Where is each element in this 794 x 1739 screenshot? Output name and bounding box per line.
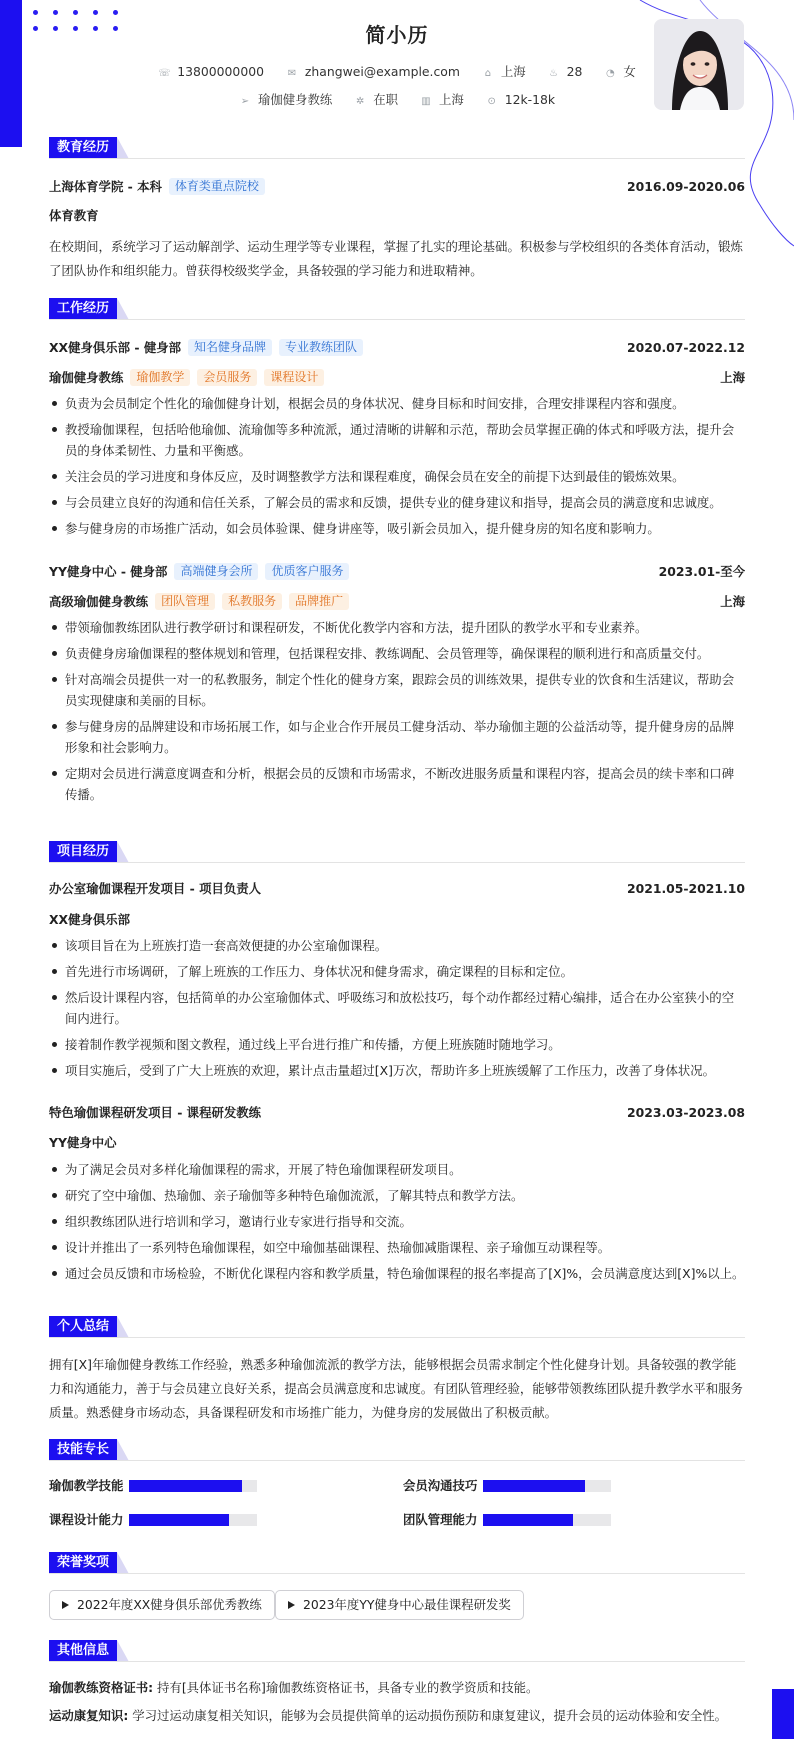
age-item	[548, 64, 583, 79]
salary-text: 12k-18k	[504, 92, 556, 107]
project-head-row	[49, 879, 745, 899]
role-name: 高级瑜伽健身教练	[49, 594, 149, 609]
project-bullets	[49, 935, 745, 1086]
project-date: 2021.05-2021.10	[626, 881, 745, 896]
list-item: 针对高端会员提供一对一的私教服务，制定个性化的健身方案，跟踪会员的训练效果，提供专业的饮食和生活建议，帮助会员实现健康和美丽的目标。	[49, 669, 745, 711]
skill-item	[403, 1510, 733, 1530]
projects-section	[49, 841, 745, 1281]
company-badge: 知名健身品牌	[188, 339, 272, 356]
school-badge: 体育类重点院校	[169, 178, 265, 195]
list-item: 参与健身房的品牌建设和市场拓展工作，如与企业合作开展员工健身活动、举办瑜伽主题的公益活动等，提升健身房的品牌形象和社会影响力。	[49, 716, 745, 758]
list-item: 然后设计课程内容，包括简单的办公室瑜伽体式、呼吸练习和放松技巧，每个动作都经过精心编排，适合在办公室狭小的空间内进行。	[49, 987, 745, 1029]
skill-track	[483, 1514, 611, 1526]
role-badge: 瑜伽教学	[130, 369, 190, 386]
other-text: 学习过运动康复相关知识，能够为会员提供简单的运动损伤预防和康复建议，提升会员的运动体验和安全性。	[132, 1708, 728, 1723]
major-name: 体育教育	[49, 208, 99, 223]
list-item: 带领瑜伽教练团队进行教学研讨和课程研发，不断优化教学内容和方法，提升团队的教学水平和专业素养。	[49, 617, 745, 638]
award-item	[49, 1590, 275, 1620]
work-section	[49, 298, 745, 802]
job-city: 上海	[720, 370, 745, 385]
skill-item	[49, 1476, 379, 1496]
education-description: 在校期间，系统学习了运动解剖学、运动生理学等专业课程，掌握了扎实的理论基础。积极参与学校组织的各类体育活动，锻炼了团队协作和组织能力。曾获得校级奖学金，具备较强的学习能力和进取精神。	[49, 239, 743, 278]
list-item: 设计并推出了一系列特色瑜伽课程，如空中瑜伽基础课程、热瑜伽减脂课程、亲子瑜伽互动课程等。	[49, 1237, 745, 1258]
role-badge: 会员服务	[197, 369, 257, 386]
skill-item	[403, 1476, 733, 1496]
project-bullets	[49, 1159, 745, 1289]
age-text: 28	[566, 64, 583, 79]
list-item: 首先进行市场调研，了解上班族的工作压力、身体状况和健身需求，确定课程的目标和定位。	[49, 961, 745, 982]
phone-item	[158, 64, 264, 79]
skills-section	[49, 1439, 745, 1527]
skill-name: 瑜伽教学技能	[49, 1478, 124, 1493]
company-badge: 高端健身会所	[174, 563, 258, 580]
section-title	[49, 1316, 745, 1338]
job-role-row	[49, 592, 745, 612]
section-title-text: 工作经历	[49, 298, 117, 320]
awards-section	[49, 1552, 745, 1612]
skill-track	[129, 1514, 257, 1526]
list-item: 接着制作教学视频和图文教程，通过线上平台进行推广和传播，方便上班族随时随地学习。	[49, 1034, 745, 1055]
gender-item	[604, 62, 635, 80]
profile-photo	[654, 19, 744, 110]
play-icon	[62, 1601, 69, 1609]
project-head-row	[49, 1103, 745, 1123]
section-title-text: 个人总结	[49, 1316, 117, 1338]
home-icon: ⌂	[484, 68, 492, 79]
project-org: XX健身俱乐部	[49, 912, 131, 927]
job-city: 上海	[720, 594, 745, 609]
section-title-text: 教育经历	[49, 137, 117, 159]
candidate-name: 简小历	[365, 23, 429, 47]
project-org: YY健身中心	[49, 1135, 117, 1150]
section-title	[49, 137, 745, 159]
section-title	[49, 1640, 745, 1662]
list-item: 研究了空中瑜伽、热瑜伽、亲子瑜伽等多种特色瑜伽流派，了解其特点和教学方法。	[49, 1185, 745, 1206]
job-company-row	[49, 562, 745, 582]
list-item: 组织教练团队进行培训和学习，邀请行业专家进行指导和交流。	[49, 1211, 745, 1232]
award-text: 2022年度XX健身俱乐部优秀教练	[77, 1597, 262, 1612]
skill-name: 课程设计能力	[49, 1512, 124, 1527]
project-org-row	[49, 1133, 745, 1153]
role-name: 瑜伽健身教练	[49, 370, 124, 385]
list-item: 教授瑜伽课程，包括哈他瑜伽、流瑜伽等多种流派，通过清晰的讲解和示范，帮助会员掌握正确的体式和呼吸方法，提升会员的身体柔韧性、力量和平衡感。	[49, 419, 745, 461]
list-item: 项目实施后，受到了广大上班族的欢迎，累计点击量超过[X]万次，帮助许多上班族缓解了工作压力，改善了身体状况。	[49, 1060, 745, 1081]
role-badge: 品牌推广	[289, 593, 349, 610]
phone-icon: ☏	[158, 68, 171, 79]
section-title-text: 技能专长	[49, 1439, 117, 1461]
skill-track	[129, 1480, 257, 1492]
list-item: 关注会员的学习进度和身体反应，及时调整教学方法和课程难度，确保会员在安全的前提下达到最佳的锻炼效果。	[49, 466, 745, 487]
email-text: zhangwei@example.com	[304, 64, 460, 79]
email-item	[286, 64, 460, 79]
job-date: 2020.07-2022.12	[626, 340, 745, 355]
job-company-row	[49, 338, 745, 358]
section-title-text: 荣誉奖项	[49, 1552, 117, 1574]
list-item: 为了满足会员对多样化瑜伽课程的需求，开展了特色瑜伽课程研发项目。	[49, 1159, 745, 1180]
education-major-row	[49, 206, 745, 226]
section-title	[49, 298, 745, 320]
education-date: 2016.09-2020.06	[626, 179, 745, 194]
other-label: 运动康复知识:	[49, 1708, 129, 1723]
skill-fill	[129, 1514, 229, 1526]
skill-track	[483, 1480, 611, 1492]
bottom-right-accent	[772, 1689, 794, 1739]
status-icon: ✲	[356, 96, 365, 107]
list-item: 负责健身房瑜伽课程的整体规划和管理，包括课程安排、教练调配、会员管理等，确保课程的顺利进行和高质量交付。	[49, 643, 745, 664]
location-text: 上海	[500, 64, 526, 79]
skill-name: 团队管理能力	[403, 1512, 478, 1527]
role-badge: 团队管理	[155, 593, 215, 610]
section-title	[49, 1439, 745, 1461]
target-city-item	[420, 90, 464, 108]
list-item: 通过会员反馈和市场检验，不断优化课程内容和教学质量，特色瑜伽课程的报名率提高了[X]%，会员满意度达到[X]%以上。	[49, 1263, 745, 1284]
education-section	[49, 137, 745, 278]
other-label: 瑜伽教练资格证书:	[49, 1680, 154, 1695]
section-title-text: 项目经历	[49, 841, 117, 863]
list-item: 定期对会员进行满意度调查和分析，根据会员的反馈和市场需求，不断改进服务质量和课程内容，提高会员的续卡率和口碑传播。	[49, 763, 745, 805]
job-target-item	[239, 90, 332, 108]
list-item: 负责为会员制定个性化的瑜伽健身计划，根据会员的身体状况、健身目标和时间安排，合理安排课程内容和强度。	[49, 393, 745, 414]
target-city-text: 上海	[438, 92, 464, 107]
section-title	[49, 1552, 745, 1574]
awards-list	[49, 1590, 745, 1622]
role-badge: 课程设计	[264, 369, 324, 386]
skill-item	[49, 1510, 379, 1530]
other-text: 持有[具体证书名称]瑜伽教练资格证书，具备专业的教学资质和技能。	[157, 1680, 539, 1695]
section-title-text: 其他信息	[49, 1640, 117, 1662]
job-bullets	[49, 617, 745, 810]
phone-text: 13800000000	[177, 64, 264, 79]
mail-icon: ✉	[287, 68, 297, 79]
school-name: 上海体育学院 - 本科	[49, 179, 162, 194]
job-bullets	[49, 393, 745, 544]
project-name: 特色瑜伽课程研发项目 - 课程研发教练	[49, 1105, 262, 1120]
project-name: 办公室瑜伽课程开发项目 - 项目负责人	[49, 881, 262, 896]
company-badge: 专业教练团队	[279, 339, 363, 356]
age-icon: ♨	[549, 68, 559, 79]
summary-text: 拥有[X]年瑜伽健身教练工作经验，熟悉多种瑜伽流派的教学方法，能够根据会员需求制定个性化健身计划。具备较强的教学能力和沟通能力，善于与会员建立良好关系，提高会员满意度和忠诚度。有团队管理经验，能够带领教练团队提升教学水平和服务质量。熟悉健身市场动态，具备课程研发和市场推广能力，为健身房的发展做出了积极贡献。	[49, 1357, 743, 1420]
education-entry-head	[49, 177, 745, 197]
skill-name: 会员沟通技巧	[403, 1478, 478, 1493]
city-icon: ▥	[421, 96, 431, 107]
skill-fill	[129, 1480, 242, 1492]
role-badge: 私教服务	[222, 593, 282, 610]
play-icon	[288, 1601, 295, 1609]
send-icon: ➢	[240, 96, 250, 107]
job-date: 2023.01-至今	[658, 564, 745, 579]
award-item	[275, 1590, 524, 1620]
company-name: XX健身俱乐部 - 健身部	[49, 340, 182, 355]
company-name: YY健身中心 - 健身部	[49, 564, 168, 579]
skill-fill	[483, 1514, 573, 1526]
job-target-text: 瑜伽健身教练	[257, 92, 333, 107]
other-item	[49, 1678, 745, 1698]
job-role-row	[49, 368, 745, 388]
award-text: 2023年度YY健身中心最佳课程研发奖	[303, 1597, 511, 1612]
other-item	[49, 1706, 745, 1726]
summary-section	[49, 1316, 745, 1420]
salary-icon: ⊙	[487, 96, 496, 107]
company-badge: 优质客户服务	[265, 563, 349, 580]
gender-text: 女	[623, 64, 636, 79]
status-item	[354, 90, 398, 108]
gender-icon: ◔	[605, 68, 615, 79]
project-date: 2023.03-2023.08	[626, 1105, 745, 1120]
salary-item	[486, 92, 555, 107]
project-org-row	[49, 910, 745, 930]
other-section	[49, 1640, 745, 1723]
list-item: 与会员建立良好的沟通和信任关系，了解会员的需求和反馈，提供专业的健身建议和指导，提高会员的满意度和忠诚度。	[49, 492, 745, 513]
section-title	[49, 841, 745, 863]
skill-fill	[483, 1480, 585, 1492]
list-item: 参与健身房的市场推广活动，如会员体验课、健身讲座等，吸引新会员加入，提升健身房的知名度和影响力。	[49, 518, 745, 539]
list-item: 该项目旨在为上班族打造一套高效便捷的办公室瑜伽课程。	[49, 935, 745, 956]
status-text: 在职	[373, 92, 399, 107]
location-item	[482, 62, 526, 80]
